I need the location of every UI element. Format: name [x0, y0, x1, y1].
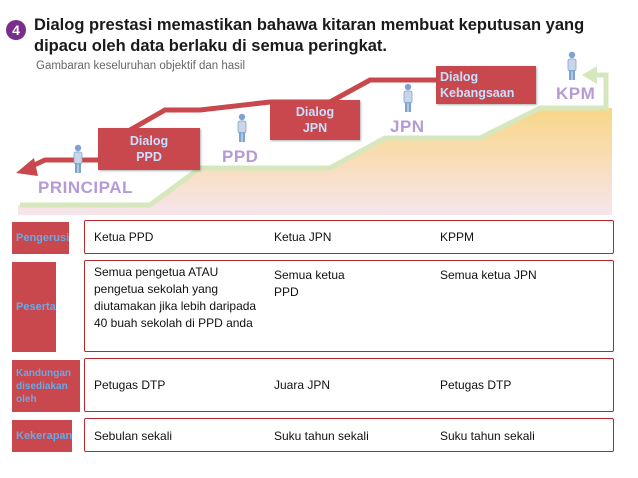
stage-label-ppd: PPD	[222, 147, 259, 166]
person-icon-kpm	[568, 52, 576, 80]
dialog-kebangsaan-box	[436, 66, 536, 104]
dialog-kebangsaan-label: Dialog Kebangsaan	[440, 70, 515, 100]
page-title: Dialog prestasi memastikan bahawa kitaran membuat keputusan yang dipacu oleh data berlaku di semua peringkat.	[34, 16, 585, 55]
page-subtitle: Gambaran keseluruhan objektif dan hasil	[36, 60, 246, 72]
row-label-kekerapan-text: Kekerapan	[16, 430, 73, 442]
dialog-jpn-label: Dialog JPN	[295, 105, 335, 135]
table-cell: Semua pengetua ATAU pengetua sekolah yang diutamakan jika lebih daripada 40 buah sekolah di PPD anda	[94, 265, 257, 330]
dialog-ppd-label: Dialog PPD	[129, 134, 169, 164]
downward-dialog-path-tail	[30, 160, 100, 167]
table-cell: Juara JPN	[274, 378, 331, 392]
row-label-pengerusi-text: Pengerusi	[16, 232, 70, 244]
stage-label-kpm: KPM	[556, 84, 596, 103]
dialog-jpn-box	[270, 100, 360, 140]
person-icon-ppd	[238, 114, 246, 142]
stage-label-jpn: JPN	[390, 117, 425, 136]
row-label-kandungan	[12, 360, 80, 412]
table-cell: KPPM	[440, 230, 475, 244]
row-label-pengerusi	[12, 222, 69, 254]
person-icon-principal	[74, 145, 82, 173]
table-cell: Petugas DTP	[440, 378, 512, 392]
table-cell: Sebulan sekali	[94, 429, 173, 443]
table-cell: Petugas DTP	[94, 378, 166, 392]
downward-arrowhead	[16, 158, 38, 176]
table-cell: Ketua JPN	[274, 230, 332, 244]
table-row-pengerusi	[84, 220, 614, 254]
dialog-ppd-box	[98, 128, 200, 170]
upward-arrowhead	[582, 66, 597, 84]
table-cell: Ketua PPD	[94, 230, 154, 244]
table-cell: Semua ketua PPD	[274, 268, 345, 299]
table-cell: Suku tahun sekali	[274, 429, 369, 443]
step-number-badge: 4	[6, 20, 26, 40]
stage-label-principal: PRINCIPAL	[38, 178, 133, 197]
row-label-peserta	[12, 262, 56, 352]
row-label-kandungan-text: Kandungan disediakan oleh	[16, 367, 71, 405]
row-label-peserta-text: Peserta	[16, 301, 56, 313]
row-label-kekerapan	[12, 420, 72, 452]
person-icon-jpn	[404, 84, 412, 112]
table-cell: Suku tahun sekali	[440, 429, 535, 443]
table-cell: Semua ketua JPN	[440, 268, 537, 282]
